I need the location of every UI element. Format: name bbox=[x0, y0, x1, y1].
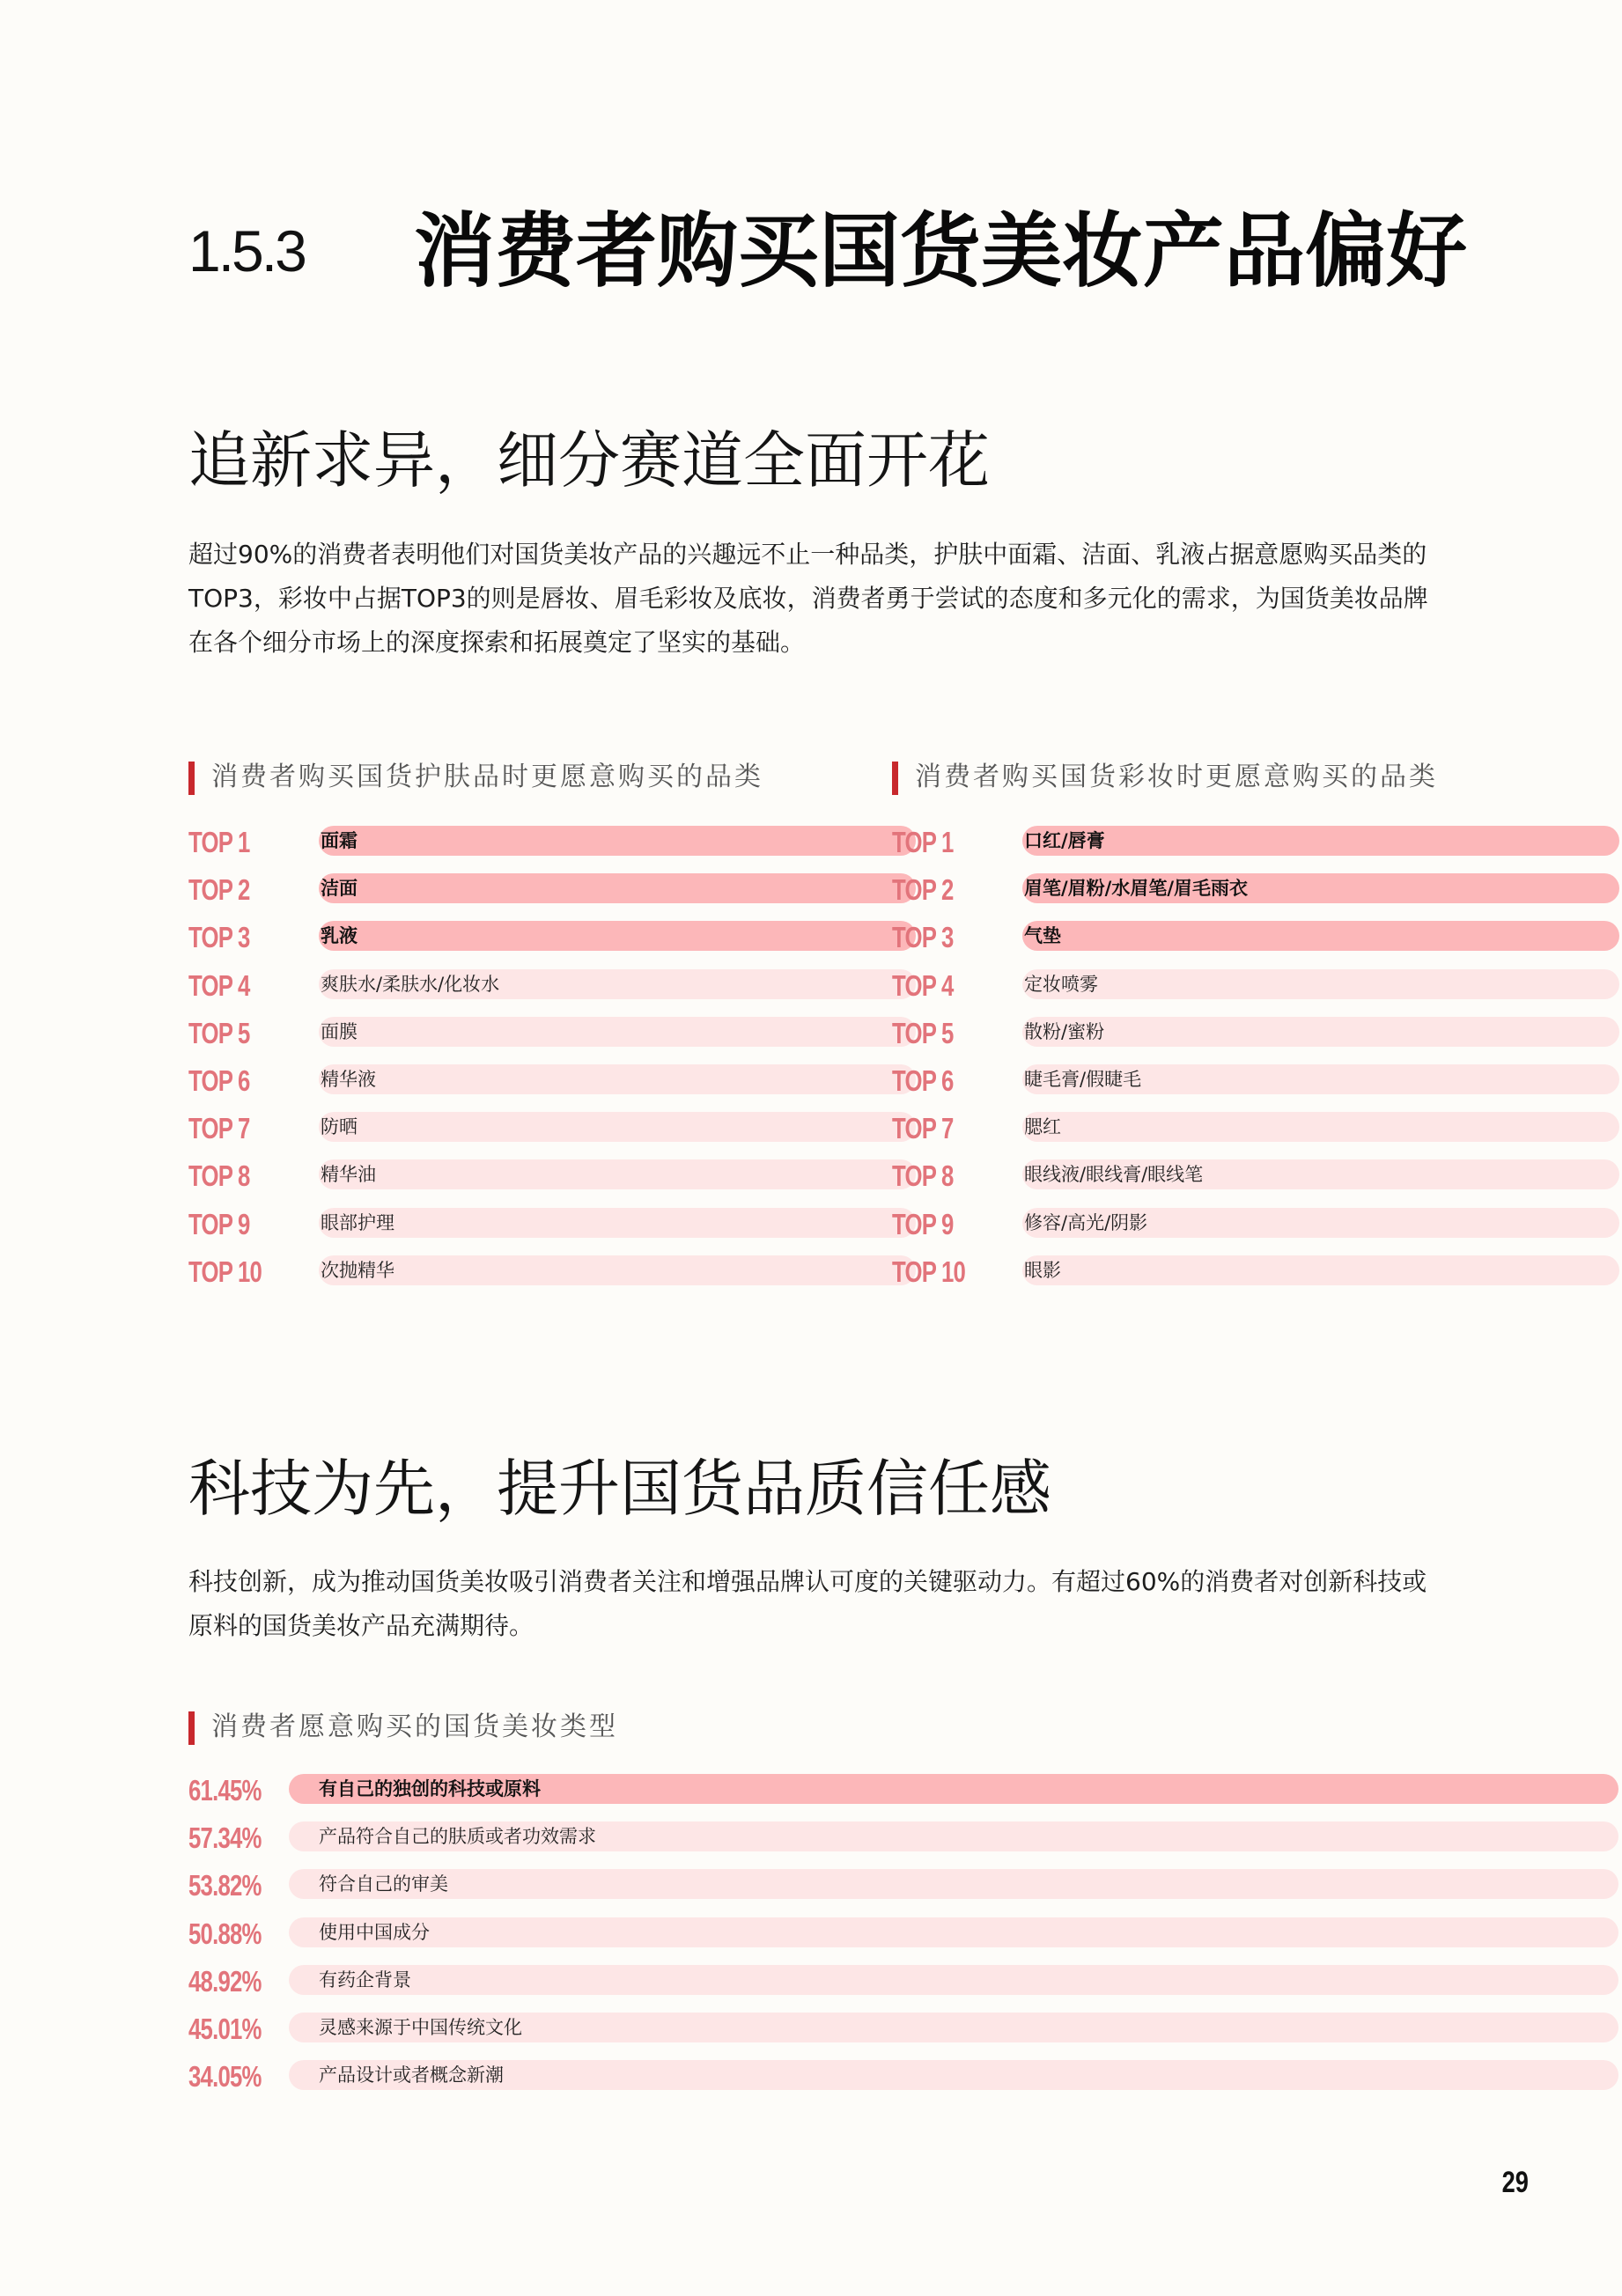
rank-label: TOP 3 bbox=[188, 921, 250, 954]
category-label: 有药企背景 bbox=[319, 1969, 411, 1991]
bar bbox=[319, 1112, 916, 1142]
category-label: 腮红 bbox=[1024, 1116, 1061, 1138]
skincare-chart-title: 消费者购买国货护肤品时更愿意购买的品类 bbox=[188, 764, 763, 791]
category-label: 睫毛膏/假睫毛 bbox=[1024, 1068, 1142, 1090]
bar bbox=[289, 1965, 1618, 1995]
category-label: 口红/唇膏 bbox=[1024, 830, 1105, 851]
bar bbox=[319, 1208, 916, 1238]
section-paragraph-technology: 科技创新，成为推动国货美妆吸引消费者关注和增强品牌认可度的关键驱动力。有超过60%的消费者对创新科技或原料的国货美妆产品充满期待。 bbox=[188, 1567, 1427, 1640]
category-label: 修容/高光/阴影 bbox=[1024, 1211, 1148, 1233]
bar bbox=[319, 921, 916, 951]
bar bbox=[1022, 1017, 1619, 1047]
bar bbox=[1022, 969, 1619, 999]
category-label: 眼影 bbox=[1024, 1259, 1061, 1281]
category-label: 有自己的独创的科技或原料 bbox=[319, 1778, 541, 1799]
makeup-chart-title: 消费者购买国货彩妆时更愿意购买的品类 bbox=[892, 764, 1438, 791]
category-label: 使用中国成分 bbox=[319, 1921, 430, 1943]
category-label: 面膜 bbox=[321, 1020, 358, 1042]
section-heading-technology: 科技为先，提升国货品质信任感 bbox=[188, 1453, 1051, 1525]
rank-label: TOP 9 bbox=[188, 1207, 250, 1240]
rank-label: TOP 4 bbox=[892, 968, 954, 1002]
rank-label: TOP 10 bbox=[892, 1255, 966, 1288]
bar bbox=[319, 1255, 916, 1285]
page-title: 消费者购买国货美妆产品偏好 bbox=[413, 204, 1467, 298]
rank-label: TOP 5 bbox=[892, 1016, 954, 1049]
bar bbox=[1022, 921, 1619, 951]
percentage-label: 48.92% bbox=[188, 1964, 262, 1998]
page-number: 29 bbox=[1501, 2166, 1529, 2199]
rank-label: TOP 1 bbox=[188, 826, 250, 858]
category-label: 气垫 bbox=[1024, 925, 1061, 947]
percentage-label: 53.82% bbox=[188, 1869, 262, 1902]
rank-label: TOP 10 bbox=[188, 1255, 262, 1288]
category-label: 眼线液/眼线膏/眼线笔 bbox=[1024, 1164, 1204, 1186]
category-label: 面霜 bbox=[321, 830, 358, 851]
percentage-label: 61.45% bbox=[188, 1774, 262, 1807]
category-label: 产品设计或者概念新潮 bbox=[319, 2064, 504, 2086]
bar bbox=[319, 873, 916, 903]
rank-label: TOP 1 bbox=[892, 826, 954, 858]
bar bbox=[289, 1917, 1618, 1947]
rank-label: TOP 4 bbox=[188, 968, 250, 1002]
category-label: 精华油 bbox=[321, 1164, 376, 1186]
category-label: 次抛精华 bbox=[321, 1259, 394, 1281]
preference-chart-title: 消费者愿意购买的国货美妆类型 bbox=[188, 1714, 618, 1740]
category-label: 符合自己的审美 bbox=[319, 1873, 448, 1895]
bar bbox=[289, 1869, 1618, 1899]
bar bbox=[319, 826, 916, 856]
rank-label: TOP 5 bbox=[188, 1016, 250, 1049]
percentage-label: 34.05% bbox=[188, 2060, 262, 2094]
category-label: 眼部护理 bbox=[321, 1211, 394, 1233]
percentage-label: 50.88% bbox=[188, 1917, 262, 1950]
category-label: 爽肤水/柔肤水/化妆水 bbox=[321, 973, 500, 995]
category-label: 散粉/蜜粉 bbox=[1024, 1020, 1105, 1042]
category-label: 洁面 bbox=[321, 878, 358, 900]
rank-label: TOP 3 bbox=[892, 921, 954, 954]
percentage-label: 45.01% bbox=[188, 2012, 262, 2045]
bar bbox=[319, 1064, 916, 1094]
percentage-label: 57.34% bbox=[188, 1821, 262, 1855]
rank-label: TOP 6 bbox=[892, 1063, 954, 1097]
bar bbox=[1022, 1112, 1619, 1142]
section-number: 1.5.3 bbox=[188, 218, 305, 283]
category-label: 灵感来源于中国传统文化 bbox=[319, 2016, 522, 2038]
bar bbox=[319, 1017, 916, 1047]
rank-label: TOP 8 bbox=[892, 1159, 954, 1193]
category-label: 精华液 bbox=[321, 1068, 376, 1090]
section-heading-trends: 追新求异，细分赛道全面开花 bbox=[188, 424, 990, 497]
rank-label: TOP 8 bbox=[188, 1159, 250, 1193]
category-label: 产品符合自己的肤质或者功效需求 bbox=[319, 1826, 596, 1848]
section-paragraph-trends: 超过90%的消费者表明他们对国货美妆产品的兴趣远不止一种品类，护肤中面霜、洁面、乳液占据意愿购买品类的TOP3，彩妆中占据TOP3的则是唇妆、眉毛彩妆及底妆，消费者勇于尝试的态度和多元化的需求，为国货美妆品牌在各个细分市场上的深度探索和拓展奠定了坚实的基础。 bbox=[188, 540, 1428, 657]
rank-label: TOP 6 bbox=[188, 1063, 250, 1097]
rank-label: TOP 7 bbox=[892, 1112, 954, 1145]
category-label: 眉笔/眉粉/水眉笔/眉毛雨衣 bbox=[1024, 878, 1249, 900]
rank-label: TOP 7 bbox=[188, 1112, 250, 1145]
bar bbox=[319, 1159, 916, 1189]
bar bbox=[1022, 1255, 1619, 1285]
category-label: 乳液 bbox=[321, 925, 358, 947]
category-label: 定妆喷雾 bbox=[1024, 973, 1098, 995]
rank-label: TOP 2 bbox=[188, 873, 250, 907]
rank-label: TOP 9 bbox=[892, 1207, 954, 1240]
bar bbox=[1022, 826, 1619, 856]
rank-label: TOP 2 bbox=[892, 873, 954, 907]
category-label: 防晒 bbox=[321, 1116, 358, 1138]
